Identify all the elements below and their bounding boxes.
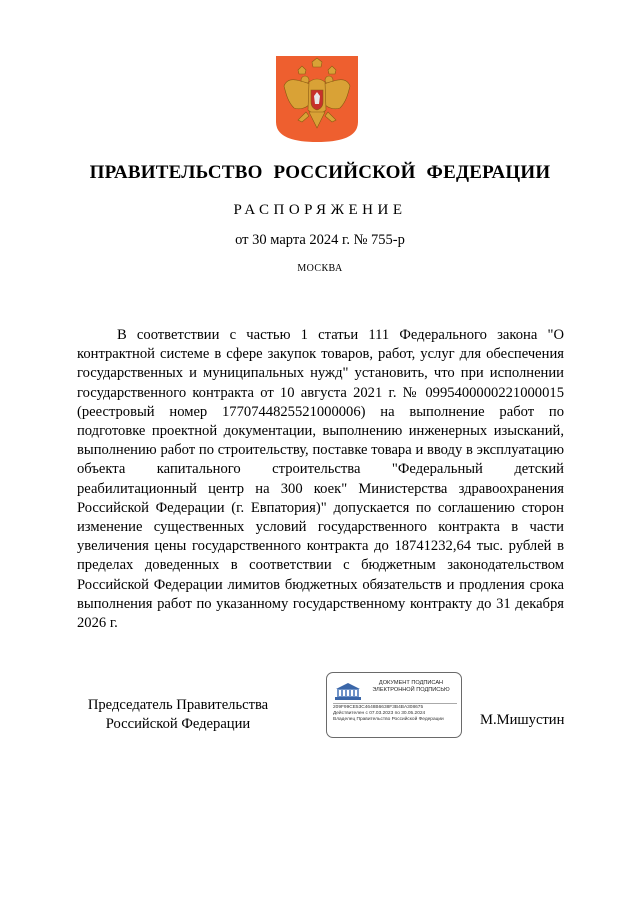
stamp-certificate: 209F99CE53C4648B6638F3B4BA308675 xyxy=(333,705,424,710)
stamp-validity: Действителен с 07.03.2023 по 30.05.2024 xyxy=(333,711,426,716)
stamp-divider xyxy=(333,703,457,704)
stamp-owner: Владелец Правительство Российской Федерации xyxy=(333,717,444,722)
government-title: ПРАВИТЕЛЬСТВО РОССИЙСКОЙ ФЕДЕРАЦИИ xyxy=(89,162,551,183)
stamp-title-line2: ЭЛЕКТРОННОЙ ПОДПИСЬЮ xyxy=(372,687,450,693)
stamp-title xyxy=(363,680,459,694)
signer-position xyxy=(78,696,278,734)
signer-name: М.Мишустин xyxy=(480,712,565,728)
body-paragraph: В соответствии с частью 1 статьи 111 Федерального закона "О контрактной системе в сфере закупок товаров, работ, услуг для обеспечения государственных и муниципальных нужд" установить, что при исполнении государственного контракта от 10 августа 2021 г. № 0995400000221000015 (реестровый номер 1770744825521000006) на выполнение работ по подготовке проектной документации, выполнению инженерных изысканий, выполнению работ по строительству, поставке товара и вводу в эксплуатацию объекта капитального строительства "Федеральный детский реабилитационный центр на 300 коек" Министерства здравоохранения Российской Федерации (г. Евпатория)" допускается по соглашению сторон изменение существенных условий государственного контракта в части увеличения цены государственного контракта до 18741232,64 тыс. рублей в пределах доведенных в соответствии с бюджетным законодательством Российской Федерации лимитов бюджетных обязательств и продления срока выполнения работ по указанному государственному контракту до 31 декабря 2026 г. xyxy=(77,327,564,632)
document-type: РАСПОРЯЖЕНИЕ xyxy=(233,202,407,218)
coat-of-arms-icon xyxy=(276,56,358,142)
document-date-number: от 30 марта 2024 г. № 755-р xyxy=(235,232,405,248)
government-building-icon xyxy=(333,681,363,701)
signer-position-line2: Российской Федерации xyxy=(105,716,251,732)
signer-position-line1: Председатель Правительства xyxy=(87,697,269,713)
stamp-title-line1: ДОКУМЕНТ ПОДПИСАН xyxy=(378,680,444,686)
document-city: МОСКВА xyxy=(297,263,343,274)
electronic-signature-stamp xyxy=(326,672,462,738)
